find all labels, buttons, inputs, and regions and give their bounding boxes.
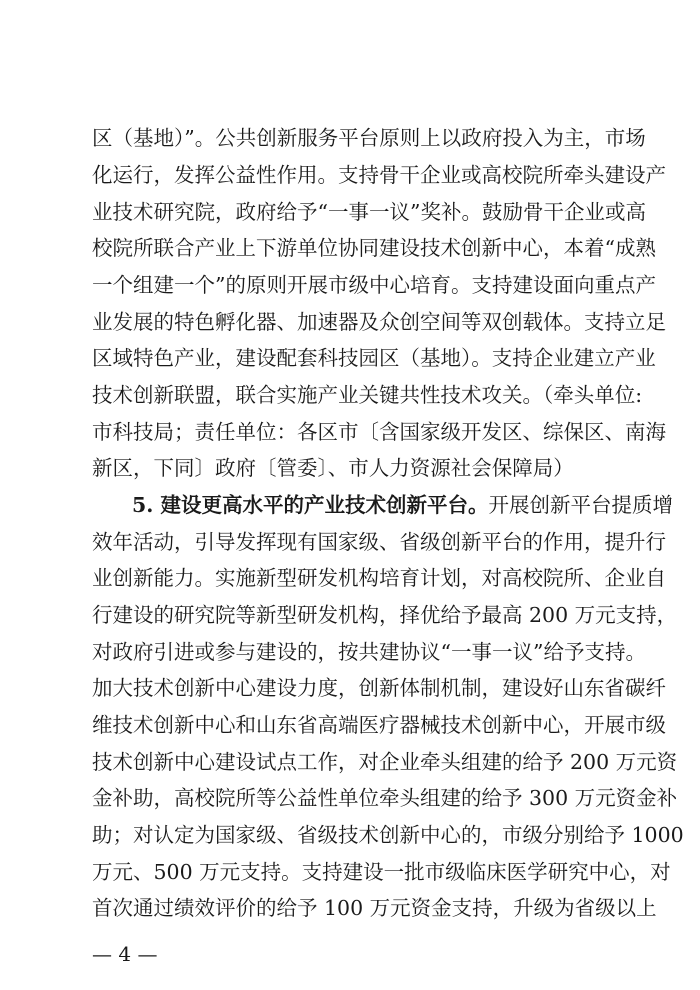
paragraph-first-line <box>132 493 674 517</box>
text-line: 对政府引进或参与建设的，按共建协议“一事一议”给予支持。 <box>92 640 646 664</box>
text-line: 业发展的特色孵化器、加速器及众创空间等双创载体。支持立足 <box>92 310 666 334</box>
page-number: — 4 — <box>92 942 158 966</box>
text-line: 技术创新中心建设试点工作，对企业牵头组建的给予 200 万元资 <box>92 750 678 774</box>
text-line: 加大技术创新中心建设力度，创新体制机制，建设好山东省碳纤 <box>92 676 666 700</box>
text-line: 新区，下同〕政府〔管委〕、市人力资源社会保障局） <box>92 456 574 480</box>
section-heading: 5. 建设更高水平的产业技术创新平台。 <box>132 493 489 517</box>
text-line: 化运行，发挥公益性作用。支持骨干企业或高校院所牵头建设产 <box>92 163 666 187</box>
text-line: 金补助，高校院所等公益性单位牵头组建的给予 300 万元资金补 <box>92 786 678 810</box>
text-line: 助；对认定为国家级、省级技术创新中心的，市级分别给予 1000 <box>92 823 684 847</box>
text-line: 业技术研究院，政府给予“一事一议”奖补。鼓励骨干企业或高 <box>92 200 646 224</box>
text-line: 区（基地）”。公共创新服务平台原则上以政府投入为主，市场 <box>92 126 646 150</box>
text-line: 区域特色产业，建设配套科技园区（基地）。支持企业建立产业 <box>92 346 656 370</box>
text-line: 效年活动，引导发挥现有国家级、省级创新平台的作用，提升行 <box>92 530 666 554</box>
text-line: 一个组建一个”的原则开展市级中心培育。支持建设面向重点产 <box>92 273 656 297</box>
text-line: 维技术创新中心和山东省高端医疗器械技术创新中心，开展市级 <box>92 713 666 737</box>
text-line: 市科技局；责任单位：各区市〔含国家级开发区、综保区、南海 <box>92 420 666 444</box>
text-line: 行建设的研究院等新型研发机构，择优给予最高 200 万元支持， <box>92 603 678 627</box>
text-line: 校院所联合产业上下游单位协同建设技术创新中心，本着“成熟 <box>92 236 656 260</box>
text-line: 首次通过绩效评价的给予 100 万元资金支持，升级为省级以上 <box>92 896 657 920</box>
text-line: 业创新能力。实施新型研发机构培育计划，对高校院所、企业自 <box>92 566 666 590</box>
text-line: 技术创新联盟，联合实施产业关键共性技术攻关。（牵头单位: <box>92 383 643 407</box>
text-line: 万元、500 万元支持。支持建设一批市级临床医学研究中心，对 <box>92 860 671 884</box>
section-heading-rest: 开展创新平台提质增 <box>488 493 674 517</box>
